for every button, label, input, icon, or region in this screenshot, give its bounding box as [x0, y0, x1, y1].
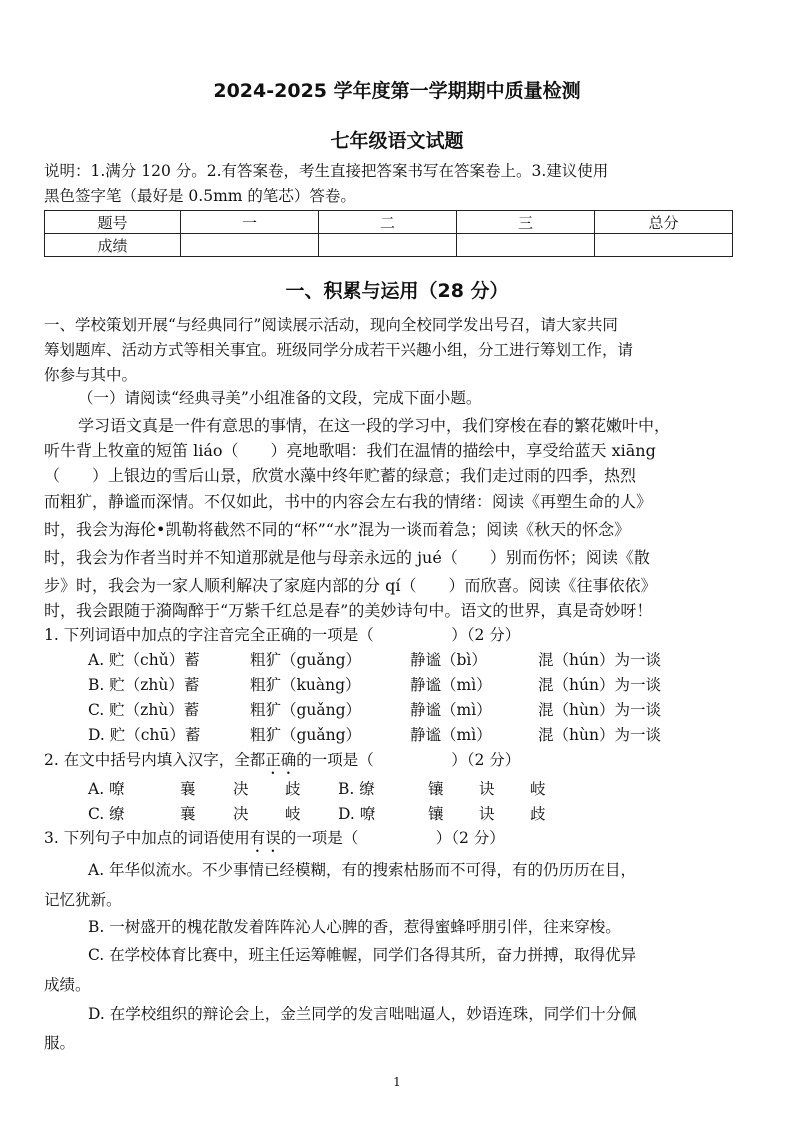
- q2-option-char: 歧: [530, 805, 546, 823]
- q3-option-b[interactable]: B. 一树盛开的槐花散发着阵阵沁人心脾的香，惹得蜜蜂呼朋引伴，往来穿梭。: [88, 918, 621, 936]
- q1-option-d-word: 混（hùn）为一谈: [538, 726, 661, 744]
- score-cell[interactable]: [318, 234, 456, 257]
- q1-option-a-word: 粗犷（guǎng）: [250, 651, 362, 669]
- q2-option-char: 岐: [530, 780, 546, 798]
- q3-option-a[interactable]: A. 年华似流水。不少事情已经模糊，有的搜索枯肠而不可得，有的仍历历在目，: [88, 861, 637, 879]
- q2-option-char: 诀: [479, 780, 495, 798]
- q3-stem-start: 3. 下列句子中加点的词语使用: [44, 829, 250, 847]
- q2-option-c[interactable]: C. 缭: [88, 805, 125, 823]
- exam-subtitle: 七年级语文试题: [330, 130, 464, 152]
- passage-line: 时，我会为作者当时并不知道那就是他与母亲永远的 jué（ ）别而伤怀；阅读《散: [44, 548, 650, 567]
- q3-option-c[interactable]: C. 在学校体育比赛中，班主任运筹帷幄，同学们各得其所，奋力拼搏，取得优异: [88, 946, 637, 964]
- q1-option-a-word[interactable]: A. 贮（chǔ）蓄: [88, 651, 200, 669]
- q1-option-b-word[interactable]: B. 贮（zhù）蓄: [88, 676, 200, 694]
- page-title: 2024-2025 学年度第一学期期中质量检测: [213, 80, 581, 102]
- q3-stem-emphasis: 有误: [249, 829, 281, 847]
- q2-option-char: 决: [233, 780, 249, 798]
- q1-option-c-word: 静谧（mì）: [410, 701, 492, 719]
- score-table-header: 三: [456, 211, 594, 234]
- q2-option-d[interactable]: D. 嘹: [338, 805, 376, 823]
- question-2-stem: [44, 748, 520, 778]
- q1-option-c-word: 混（hùn）为一谈: [538, 701, 661, 719]
- q2-option-a[interactable]: A. 嘹: [88, 780, 125, 798]
- intro-line: 筹划题库、活动方式等相关事宜。班级同学分成若干兴趣小组，分工进行筹划工作，请: [44, 341, 634, 359]
- q2-option-char: 诀: [479, 805, 495, 823]
- q2-option-char: 歧: [285, 780, 301, 798]
- page-number: 1: [393, 1075, 401, 1089]
- intro-line: 一、学校策划开展“与经典同行”阅读展示活动，现向全校同学发出号召，请大家共同: [44, 316, 618, 334]
- score-table-row-label: 成绩: [45, 234, 181, 257]
- q1-option-b-word: 混（hún）为一谈: [538, 676, 661, 694]
- instructions-line-2: 黑色签字笔（最好是 0.5mm 的笔芯）答卷。: [44, 187, 356, 205]
- section-heading: 一、积累与运用（28 分）: [285, 280, 509, 302]
- q2-option-b[interactable]: B. 缭: [338, 780, 375, 798]
- score-table-header: 题号: [45, 211, 181, 234]
- q2-option-char: 镶: [428, 805, 444, 823]
- q3-option-a-cont: 记忆犹新。: [44, 891, 122, 909]
- score-cell[interactable]: [456, 234, 594, 257]
- score-table-header: 总分: [594, 211, 732, 234]
- q1-option-b-word: 粗犷（kuàng）: [250, 676, 361, 694]
- q1-option-a-word: 静谧（bì）: [410, 651, 487, 669]
- q3-option-c-cont: 成绩。: [44, 976, 91, 994]
- q1-option-c-word[interactable]: C. 贮（zhù）蓄: [88, 701, 200, 719]
- q2-option-char: 岐: [285, 805, 301, 823]
- q3-option-d[interactable]: D. 在学校组织的辩论会上，金兰同学的发言咄咄逼人，妙语连珠，同学们十分佩: [88, 1005, 637, 1023]
- passage-line: 时，我会跟随于漪陶醉于“万紫千红总是春”的美妙诗句中。语文的世界，真是奇妙呀！: [44, 601, 653, 620]
- q3-option-d-cont: 服。: [44, 1034, 76, 1052]
- q1-option-b-word: 静谧（mì）: [410, 676, 492, 694]
- q3-stem-end: 的一项是（ ）（2 分）: [280, 829, 505, 847]
- q2-stem-end: 的一项是（ ）（2 分）: [296, 751, 521, 769]
- question-3-stem: [44, 826, 505, 856]
- q1-option-d-word: 粗犷（guǎng）: [250, 726, 362, 744]
- score-cell[interactable]: [181, 234, 319, 257]
- q1-option-a-word: 混（hún）为一谈: [538, 651, 661, 669]
- question-1-stem: 1. 下列词语中加点的字注音完全正确的一项是（ ）（2 分）: [44, 626, 521, 644]
- passage-line: 而粗犷，静谧而深情。不仅如此，书中的内容会左右我的情绪：阅读《再塑生命的人》: [44, 492, 653, 511]
- q1-option-c-word: 粗犷（guǎng）: [250, 701, 362, 719]
- q2-option-char: 襄: [180, 805, 196, 823]
- score-table-header: 二: [318, 211, 456, 234]
- passage-line: 步》时，我会为一家人顺利解决了家庭内部的分 qí（ ）而欣喜。阅读《往事依依》: [44, 576, 657, 595]
- q2-stem-emphasis: 正确: [265, 751, 297, 769]
- q2-option-char: 襄: [180, 780, 196, 798]
- passage-line: 听牛背上牧童的短笛 liáo（ ）亮地歌唱：我们在温情的描绘中，享受给蓝天 xiāng: [44, 441, 656, 460]
- score-table-header: 一: [181, 211, 319, 234]
- passage-line: 学习语文真是一件有意思的事情，在这一段的学习中，我们穿梭在春的繁花嫩叶中，: [78, 416, 671, 435]
- score-cell[interactable]: [594, 234, 732, 257]
- q2-option-char: 决: [233, 805, 249, 823]
- intro-line: 你参与其中。: [44, 366, 138, 384]
- q1-option-d-word[interactable]: D. 贮（chū）蓄: [88, 726, 201, 744]
- part-heading: （一）请阅读“经典寻美”小组准备的文段，完成下面小题。: [78, 389, 482, 407]
- instructions-line-1: 说明：1.满分 120 分。2.有答案卷，考生直接把答案书写在答案卷上。3.建议使用: [44, 162, 609, 180]
- q2-stem-start: 2. 在文中括号内填入汉字，全都: [44, 751, 266, 769]
- q2-option-char: 镶: [428, 780, 444, 798]
- q1-option-d-word: 静谧（mì）: [410, 726, 492, 744]
- score-table: [44, 210, 733, 257]
- passage-line: （ ）上银边的雪后山景，欣赏水藻中终年贮蓄的绿意；我们走过雨的四季，热烈: [44, 466, 637, 485]
- passage-line: 时，我会为海伦•凯勒将截然不同的“杯”“水”混为一谈而着急；阅读《秋天的怀念》: [44, 520, 631, 539]
